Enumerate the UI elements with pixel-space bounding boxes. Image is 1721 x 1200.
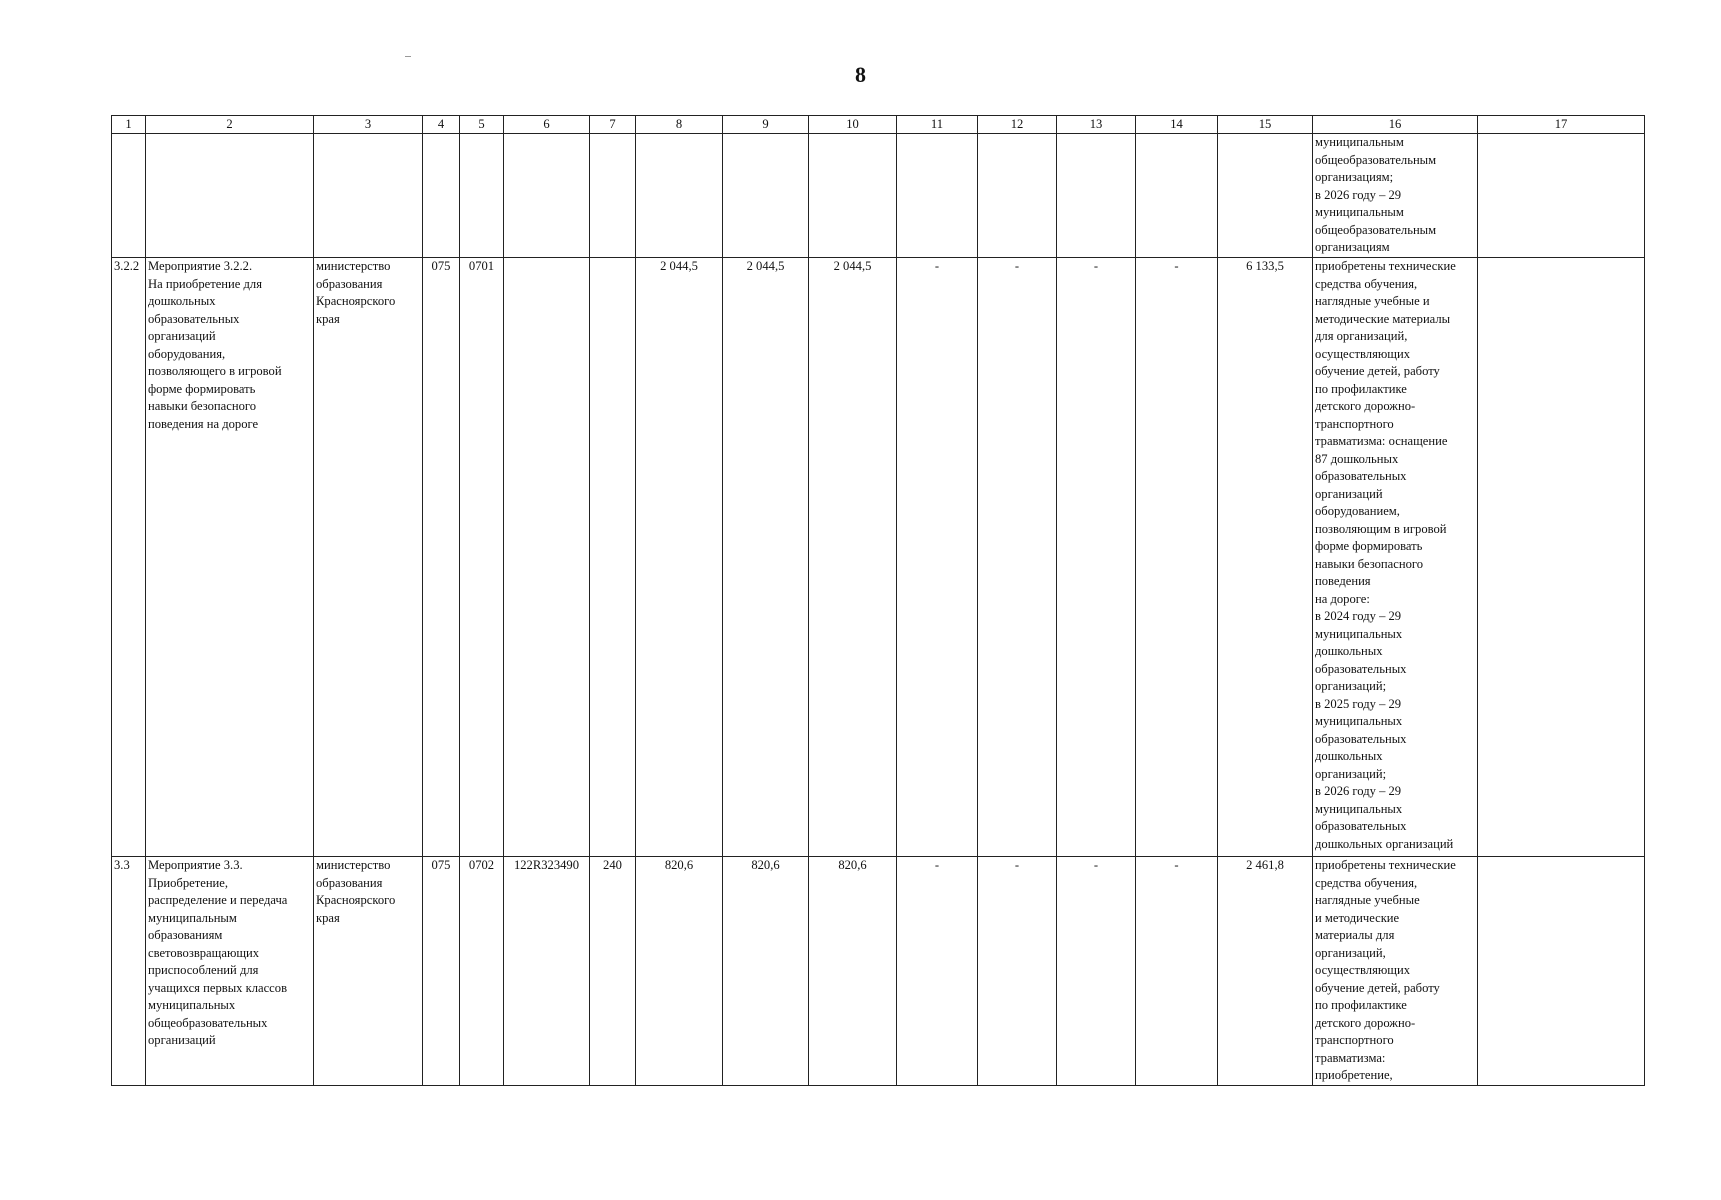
- cell-grbs: 075: [423, 857, 460, 1086]
- col-header-13: 13: [1057, 116, 1136, 134]
- cell-value-12: -: [978, 857, 1057, 1086]
- cell-col-17: [1478, 134, 1645, 258]
- page-number: 8: [855, 62, 866, 87]
- col-header-14: 14: [1136, 116, 1218, 134]
- scan-artifact: [405, 56, 411, 57]
- cell-responsible: министерство образования Красноярского края: [314, 857, 423, 1086]
- cell-value-12: -: [978, 258, 1057, 857]
- cell-number: 3.2.2: [112, 258, 146, 857]
- cell-col-17: [1478, 258, 1645, 857]
- col-header-12: 12: [978, 116, 1057, 134]
- cell-value-13: -: [1057, 258, 1136, 857]
- cell-value-9: 2 044,5: [723, 258, 809, 857]
- budget-table: [111, 115, 1645, 1086]
- cell-expected-result: муниципальным общеобразовательным организациям; в 2026 году – 29 муниципальным общеобразовательным организациям: [1313, 134, 1478, 258]
- cell-value-14: -: [1136, 857, 1218, 1086]
- cell-value-9: 820,6: [723, 857, 809, 1086]
- cell-value-13: [1057, 134, 1136, 258]
- header-row: [112, 116, 1645, 134]
- cell-activity: [146, 134, 314, 258]
- cell-number: 3.3: [112, 857, 146, 1086]
- cell-expense-type: 240: [590, 857, 636, 1086]
- cell-expected-result: приобретены технические средства обучения, наглядные учебные и методические материалы для организаций, осуществляющих обучение детей, работу по профилактике детского дорожно- транспортного травматизма: приобретение,: [1313, 857, 1478, 1086]
- cell-section: 0701: [460, 258, 504, 857]
- cell-responsible: [314, 134, 423, 258]
- col-header-16: 16: [1313, 116, 1478, 134]
- cell-value-12: [978, 134, 1057, 258]
- cell-value-13: -: [1057, 857, 1136, 1086]
- cell-value-14: [1136, 134, 1218, 258]
- cell-total: [1218, 134, 1313, 258]
- table-row-continuation: [112, 134, 1645, 258]
- cell-expense-type: [590, 134, 636, 258]
- cell-value-11: -: [897, 258, 978, 857]
- cell-value-10: [809, 134, 897, 258]
- col-header-1: 1: [112, 116, 146, 134]
- cell-total: 6 133,5: [1218, 258, 1313, 857]
- col-header-10: 10: [809, 116, 897, 134]
- cell-grbs: [423, 134, 460, 258]
- cell-activity: Мероприятие 3.2.2. На приобретение для дошкольных образовательных организаций оборудования, позволяющего в игровой форме формировать навыки безопасного поведения на дороге: [146, 258, 314, 857]
- cell-col-17: [1478, 857, 1645, 1086]
- cell-target-article: 122R323490: [504, 857, 590, 1086]
- col-header-7: 7: [590, 116, 636, 134]
- cell-expense-type: [590, 258, 636, 857]
- col-header-17: 17: [1478, 116, 1645, 134]
- col-header-8: 8: [636, 116, 723, 134]
- table-row-3-3: [112, 857, 1645, 1086]
- cell-activity: Мероприятие 3.3. Приобретение, распределение и передача муниципальным образованиям световозвращающих приспособлений для учащихся первых классов муниципальных общеобразовательных организаций: [146, 857, 314, 1086]
- cell-grbs: 075: [423, 258, 460, 857]
- table-row-3-2-2: [112, 258, 1645, 857]
- cell-value-8: 820,6: [636, 857, 723, 1086]
- cell-responsible: министерство образования Красноярского края: [314, 258, 423, 857]
- col-header-11: 11: [897, 116, 978, 134]
- cell-target-article: [504, 258, 590, 857]
- cell-section: 0702: [460, 857, 504, 1086]
- cell-value-8: 2 044,5: [636, 258, 723, 857]
- cell-value-11: [897, 134, 978, 258]
- cell-value-8: [636, 134, 723, 258]
- col-header-15: 15: [1218, 116, 1313, 134]
- cell-target-article: [504, 134, 590, 258]
- cell-value-10: 820,6: [809, 857, 897, 1086]
- col-header-6: 6: [504, 116, 590, 134]
- cell-value-9: [723, 134, 809, 258]
- col-header-3: 3: [314, 116, 423, 134]
- col-header-4: 4: [423, 116, 460, 134]
- cell-value-11: -: [897, 857, 978, 1086]
- cell-number: [112, 134, 146, 258]
- cell-value-10: 2 044,5: [809, 258, 897, 857]
- cell-value-14: -: [1136, 258, 1218, 857]
- cell-total: 2 461,8: [1218, 857, 1313, 1086]
- col-header-2: 2: [146, 116, 314, 134]
- col-header-5: 5: [460, 116, 504, 134]
- cell-expected-result: приобретены технические средства обучения, наглядные учебные и методические материалы для организаций, осуществляющих обучение детей, работу по профилактике детского дорожно- транспортного травматизма: оснащение 87 дошкольных образовательных организаций оборудованием, позволяющим в игровой форме формировать навыки безопасного поведения на дороге: в 2024 году – 29 муниципальных дошкольных образовательных организаций; в 2025 году – 29 муниципальных образовательных дошкольных организаций; в 2026 году – 29 муниципальных образовательных дошкольных организаций: [1313, 258, 1478, 857]
- col-header-9: 9: [723, 116, 809, 134]
- cell-section: [460, 134, 504, 258]
